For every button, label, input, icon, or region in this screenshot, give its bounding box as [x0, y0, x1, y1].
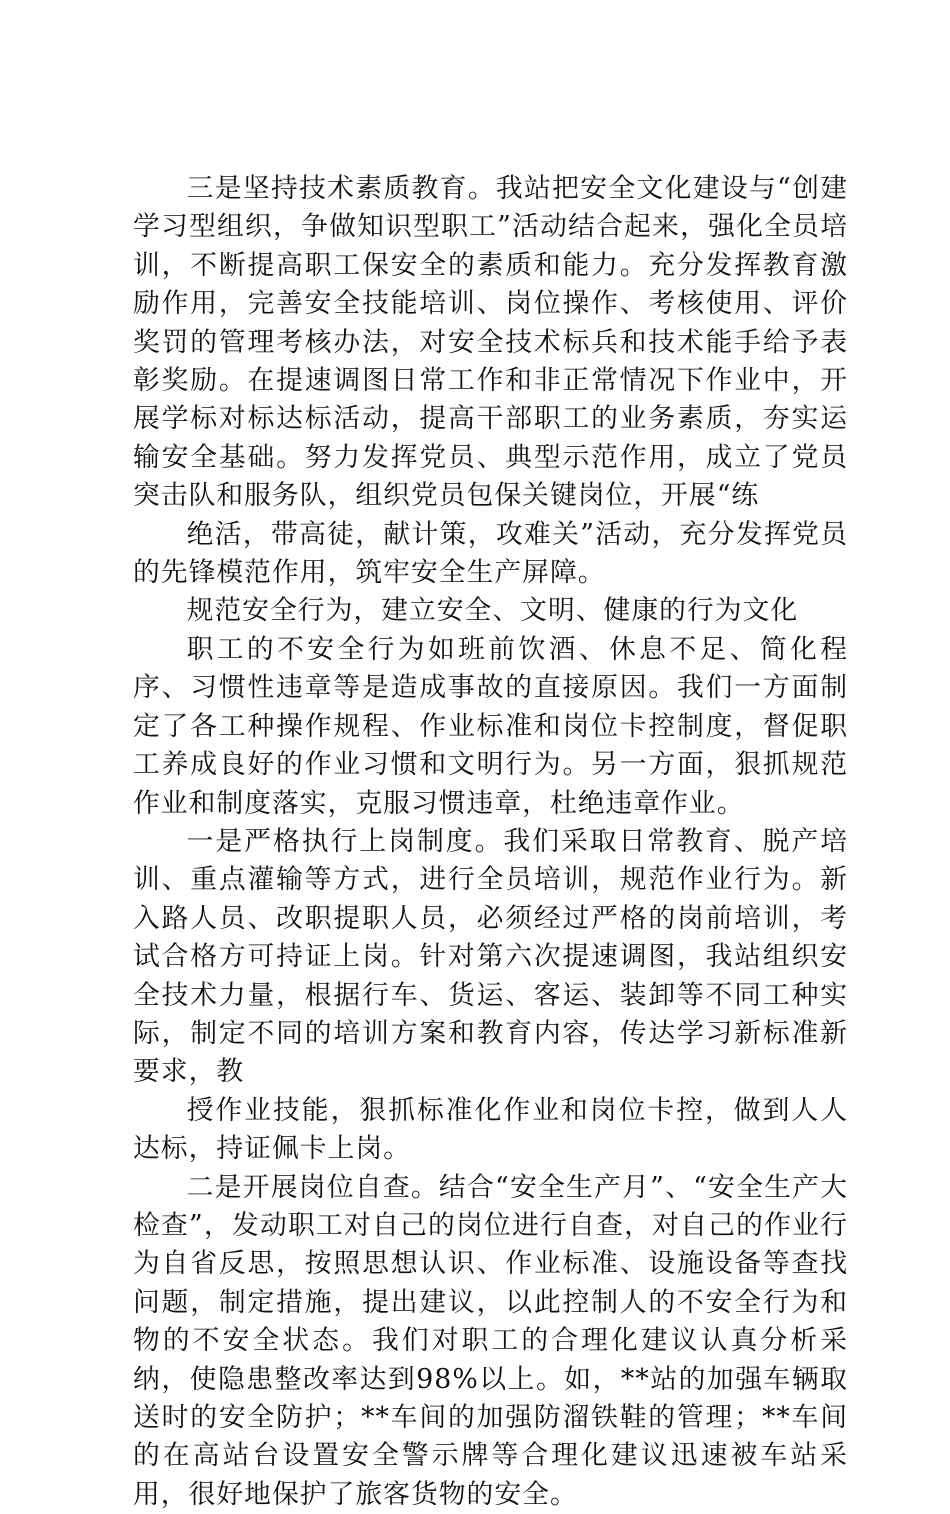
paragraph-skill-training: 授作业技能，狠抓标准化作业和岗位卡控，做到人人达标，持证佩卡上岗。 — [133, 1094, 848, 1165]
section-heading-behavior-culture: 规范安全行为，建立安全、文明、健康的行为文化 — [186, 595, 799, 627]
paragraph-technical-education: 三是坚持技术素质教育。我站把安全文化建设与“创建学习型组织，争做知识型职工”活动结合起来，强化全员培训，不断提高职工保安全的素质和能力。充分发挥教育激励作用，完善安全技能培训、岗位操作、考核使用、评价奖罚的管理考核办法，对安全技术标兵和技术能手给予表彰奖励。在提速调图日常工作和非正常情况下作业中，开展学标对标达标活动，提高干部职工的业务素质，夯实运输安全基础。努力发挥党员、典型示范作用，成立了党员突击队和服务队，组织党员包保关键岗位，开展“练 — [133, 173, 848, 512]
paragraph-party-member-activities: 绝活，带高徒，献计策，攻难关”活动，充分发挥党员的先锋模范作用，筑牢安全生产屏障。 — [133, 518, 848, 589]
paragraph-unsafe-behavior: 职工的不安全行为如班前饮酒、休息不足、简化程序、习惯性违章等是造成事故的直接原因。我们一方面制定了各工种操作规程、作业标准和岗位卡控制度，督促职工养成良好的作业习惯和文明行为。另一方面，狠抓规范作业和制度落实，克服习惯违章，杜绝违章作业。 — [133, 633, 848, 819]
document-body — [133, 170, 848, 1514]
paragraph-self-inspection: 二是开展岗位自查。结合“安全生产月”、“安全生产大检查”，发动职工对自己的岗位进行自查，对自己的作业行为自省反思，按照思想认识、作业标准、设施设备等查找问题，制定措施，提出建议，以此控制人的不安全行为和物的不安全状态。我们对职工的合理化建议认真分析采纳，使隐患整改率达到98%以上。如，**站的加强车辆取送时的安全防护；**车间的加强防溜铁鞋的管理；**车间的在高站台设置安全警示牌等合理化建议迅速被车站采用，很好地保护了旅客货物的安全。 — [133, 1171, 848, 1510]
paragraph-job-entry-system: 一是严格执行上岗制度。我们采取日常教育、脱产培训、重点灌输等方式，进行全员培训，规范作业行为。新入路人员、改职提职人员，必须经过严格的岗前培训，考试合格方可持证上岗。针对第六次提速调图，我站组织安全技术力量，根据行车、货运、客运、装卸等不同工种实际，制定不同的培训方案和教育内容，传达学习新标准新要求，教 — [133, 825, 848, 1088]
